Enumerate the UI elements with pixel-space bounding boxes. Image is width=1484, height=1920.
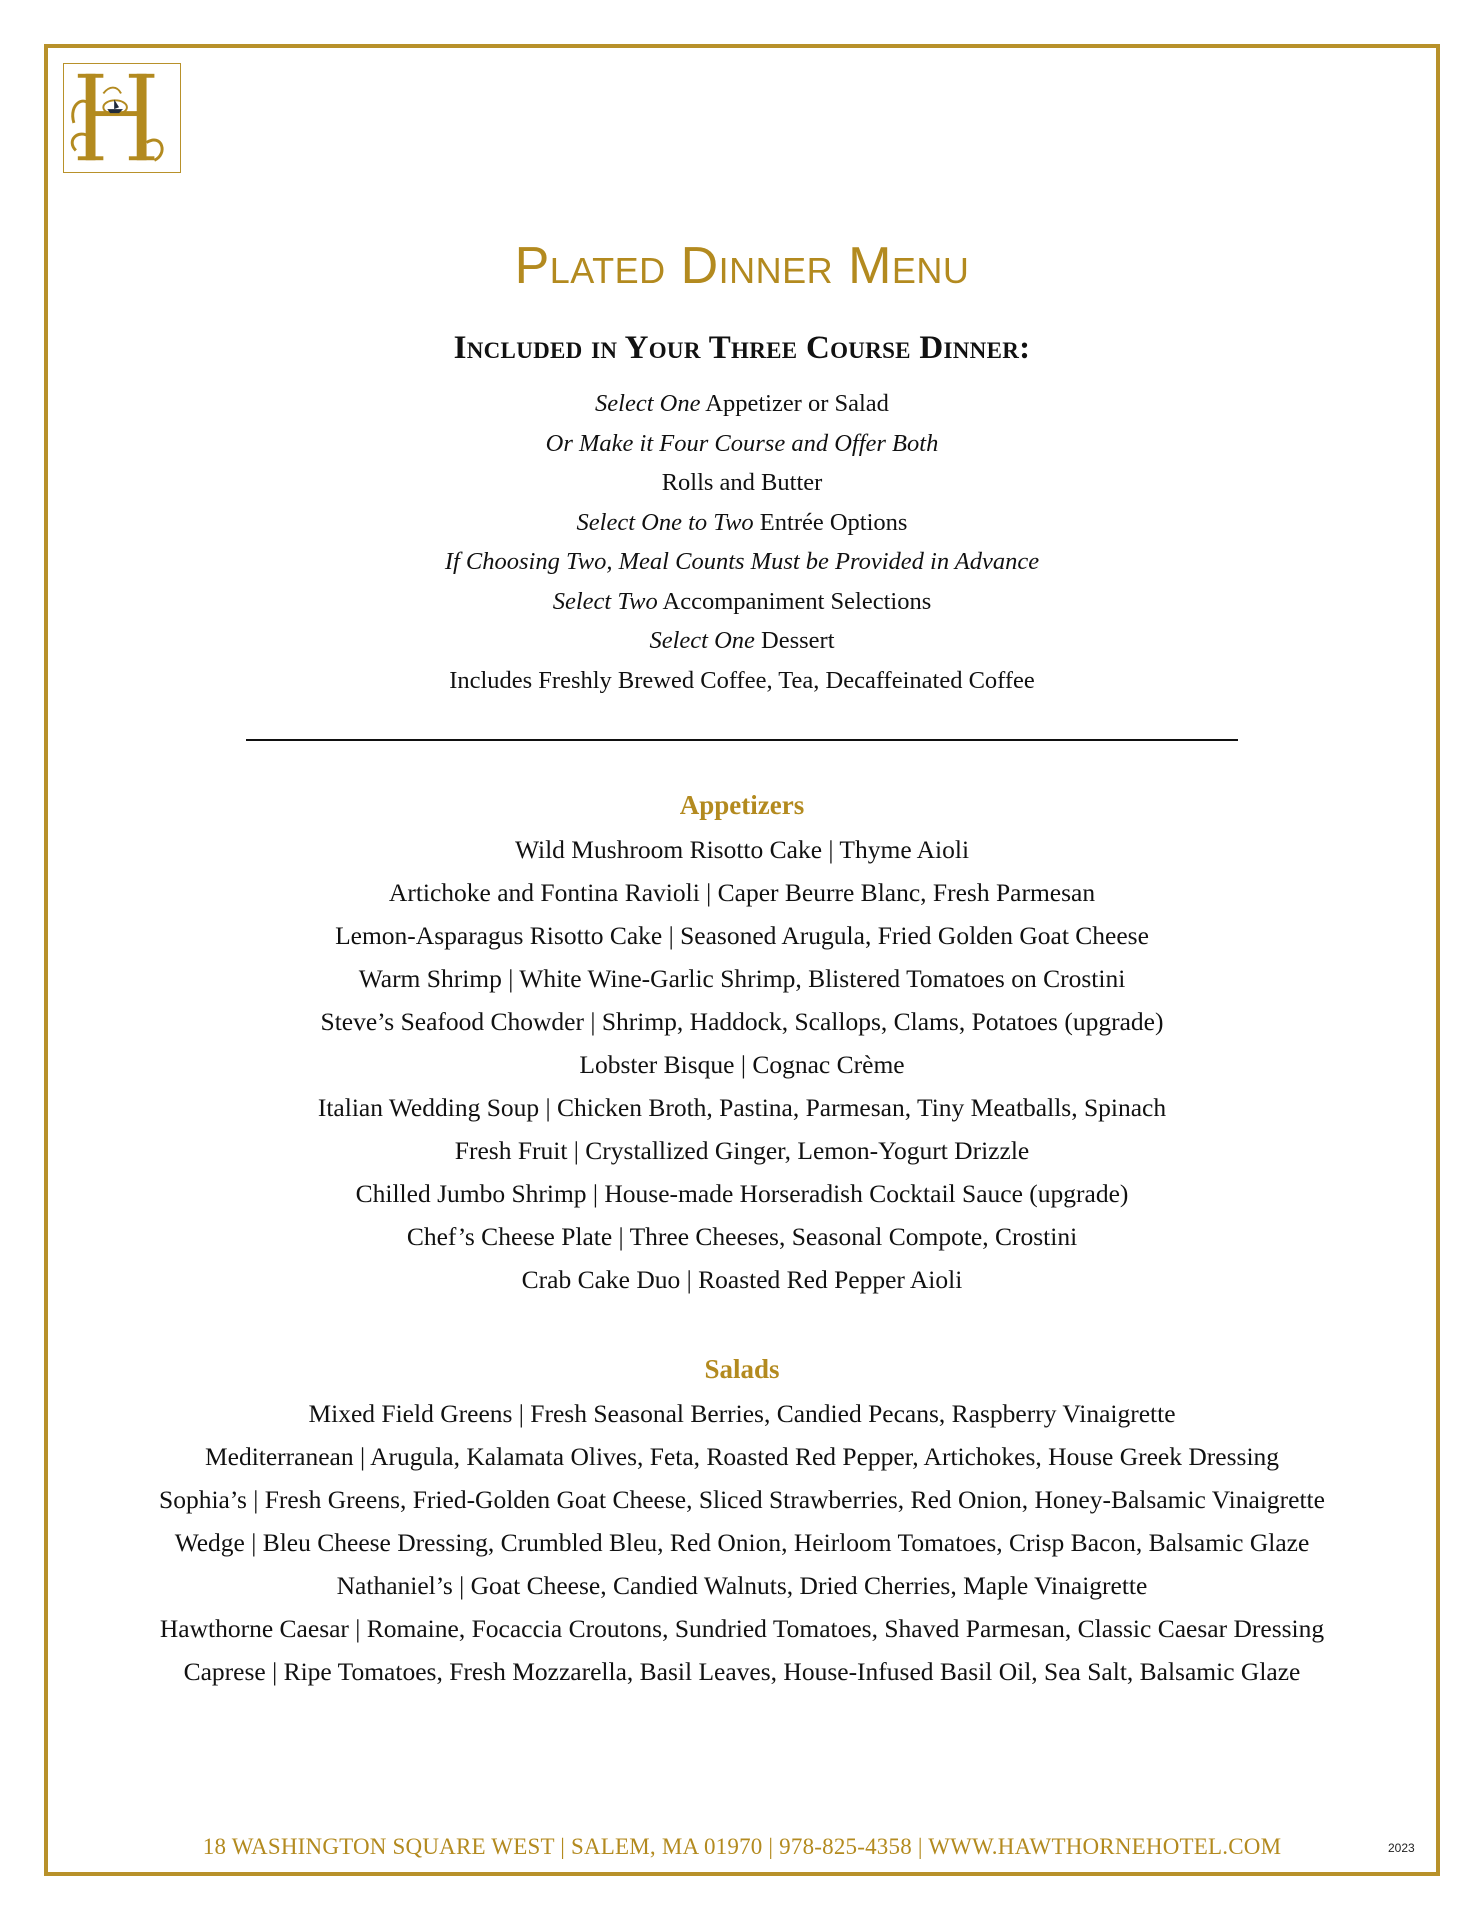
menu-item: Lemon-Asparagus Risotto Cake | Seasoned Arugula, Fried Golden Goat Cheese	[335, 921, 1149, 950]
menu-item: Wild Mushroom Risotto Cake | Thyme Aioli	[514, 835, 970, 864]
menu-item: Chef’s Cheese Plate | Three Cheeses, Seasonal Compote, Crostini	[406, 1222, 1078, 1251]
appetizers-section	[0, 782, 1484, 1301]
menu-item: Warm Shrimp | White Wine-Garlic Shrimp, Blistered Tomatoes on Crostini	[358, 964, 1126, 993]
footer-year: 2023	[1388, 1841, 1415, 1855]
section-divider	[246, 739, 1238, 741]
detail-line: Rolls and Butter	[661, 469, 823, 496]
detail-line: Includes Freshly Brewed Coffee, Tea, Decaffeinated Coffee	[449, 666, 1035, 694]
menu-item: Mediterranean | Arugula, Kalamata Olives, Feta, Roasted Red Pepper, Artichokes, House Greek Dressing	[204, 1442, 1280, 1471]
menu-item: Sophia’s | Fresh Greens, Fried-Golden Goat Cheese, Sliced Strawberries, Red Onion, Honey-Balsamic Vinaigrette	[159, 1485, 1325, 1514]
menu-item: Fresh Fruit | Crystallized Ginger, Lemon-Yogurt Drizzle	[454, 1136, 1030, 1165]
salads-section	[0, 1346, 1484, 1693]
page-title: Plated Dinner Menu	[514, 237, 970, 295]
salads-heading: Salads	[704, 1354, 780, 1384]
detail-line: Select One Appetizer or Salad	[595, 390, 889, 417]
detail-line: Select One to Two Entrée Options	[576, 508, 908, 536]
menu-item: Italian Wedding Soup | Chicken Broth, Pastina, Parmesan, Tiny Meatballs, Spinach	[317, 1093, 1167, 1122]
menu-item: Mixed Field Greens | Fresh Seasonal Berries, Candied Pecans, Raspberry Vinaigrette	[308, 1399, 1176, 1428]
detail-line: Select One Dessert	[649, 627, 835, 654]
detail-line: Or Make it Four Course and Offer Both	[545, 429, 939, 457]
footer-address: 18 WASHINGTON SQUARE WEST | SALEM, MA 01970 | 978-825-4358 | WWW.HAWTHORNEHOTEL.COM	[202, 1834, 1282, 1859]
hawthorne-h-monogram-icon	[63, 63, 181, 173]
course-details	[0, 384, 1484, 700]
appetizers-heading: Appetizers	[679, 790, 805, 820]
menu-item: Steve’s Seafood Chowder | Shrimp, Haddock, Scallops, Clams, Potatoes (upgrade)	[320, 1007, 1164, 1036]
menu-item: Chilled Jumbo Shrimp | House-made Horseradish Cocktail Sauce (upgrade)	[355, 1179, 1129, 1208]
menu-item: Nathaniel’s | Goat Cheese, Candied Walnuts, Dried Cherries, Maple Vinaigrette	[336, 1571, 1148, 1600]
menu-item: Wedge | Bleu Cheese Dressing, Crumbled Bleu, Red Onion, Heirloom Tomatoes, Crisp Bacon, Balsamic Glaze	[174, 1528, 1310, 1557]
menu-item: Crab Cake Duo | Roasted Red Pepper Aioli	[521, 1265, 963, 1294]
menu-item: Lobster Bisque | Cognac Crème	[579, 1050, 905, 1079]
menu-item: Hawthorne Caesar | Romaine, Focaccia Croutons, Sundried Tomatoes, Shaved Parmesan, Classic Caesar Dressing	[159, 1614, 1325, 1643]
page-subtitle: Included in Your Three Course Dinner:	[453, 330, 1031, 366]
detail-line: If Choosing Two, Meal Counts Must be Provided in Advance	[444, 548, 1040, 575]
menu-item: Caprese | Ripe Tomatoes, Fresh Mozzarella, Basil Leaves, House-Infused Basil Oil, Sea Salt, Balsamic Glaze	[183, 1657, 1301, 1686]
detail-line: Select Two Accompaniment Selections	[552, 587, 932, 615]
menu-item: Artichoke and Fontina Ravioli | Caper Beurre Blanc, Fresh Parmesan	[388, 878, 1096, 907]
